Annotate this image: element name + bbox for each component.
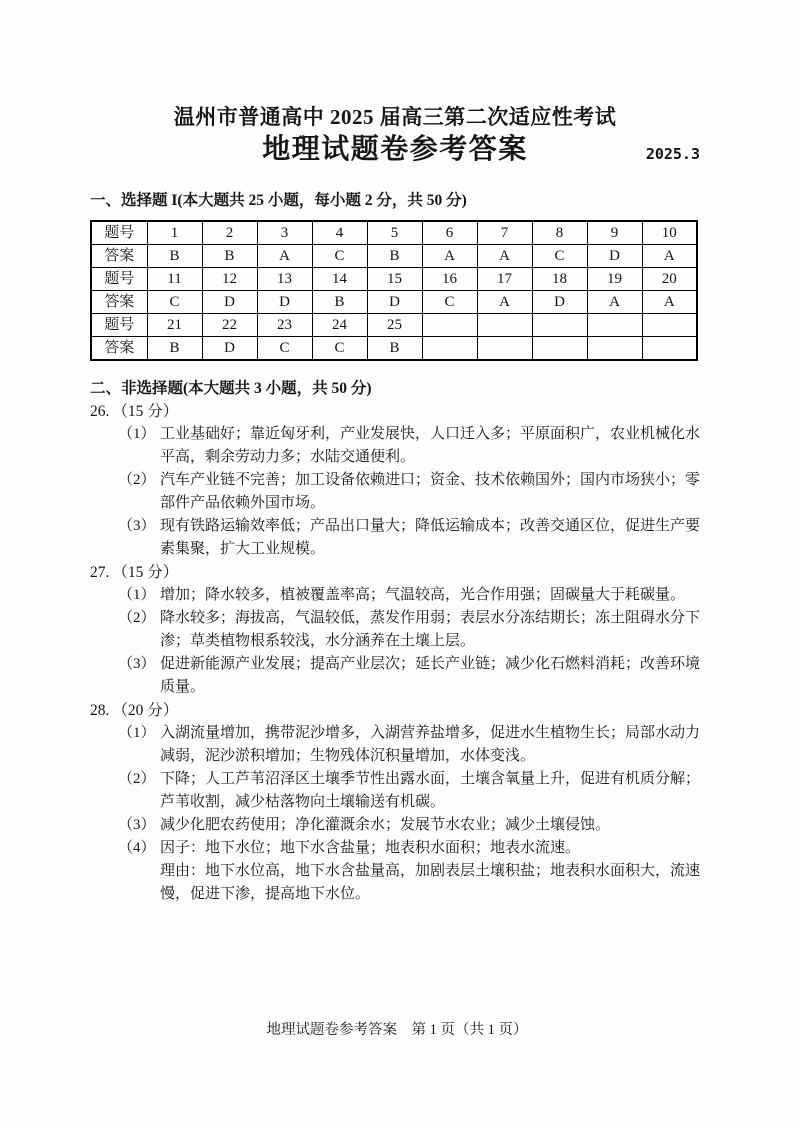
table-row: [91, 314, 697, 337]
row-label-cell: 答案: [91, 245, 147, 268]
question-number-cell: 2: [202, 221, 257, 245]
question-number-cell: 15: [367, 268, 422, 291]
answer-item: [90, 423, 700, 469]
question-number-cell: 20: [642, 268, 697, 291]
exam-date: 2025.3: [645, 145, 700, 163]
table-row: [91, 337, 697, 361]
question-number-cell: [422, 314, 477, 337]
answer-cell: D: [202, 337, 257, 361]
question-number: 27.: [90, 564, 110, 581]
answer-cell: [532, 337, 587, 361]
item-text: 入湖流量增加，携带泥沙增多，入湖营养盐增多，促进水生植物生长；局部水动力减弱，泥沙淤积增加；生物残体沉积量增加，水体变浅。: [160, 725, 701, 764]
item-label: （3）: [118, 518, 156, 534]
item-label: （1）: [118, 426, 156, 442]
item-label: （4）: [118, 840, 156, 856]
item-label: （2）: [118, 771, 156, 787]
answer-item: [90, 837, 700, 860]
question-heading: [90, 561, 700, 584]
answer-item: [90, 469, 700, 515]
question-heading: [90, 699, 700, 722]
item-text: 因子：地下水位；地下水含盐量；地表积水面积；地表水流速。: [160, 840, 581, 856]
item-text: 减少化肥农药使用；净化灌溉余水；发展节水农业；减少土壤侵蚀。: [160, 817, 611, 833]
answer-item: [90, 607, 700, 653]
item-label: （2）: [118, 610, 156, 626]
item-label: （2）: [118, 472, 156, 488]
question-block-27: [90, 561, 700, 699]
answer-cell: B: [367, 245, 422, 268]
item-label: （1）: [118, 587, 156, 603]
question-number: 28.: [90, 702, 110, 719]
answer-cell: A: [477, 245, 532, 268]
row-label-cell: 题号: [91, 314, 147, 337]
doc-header: [90, 0, 700, 166]
section1-heading: 一、选择题 I(本大题共 25 小题，每小题 2 分，共 50 分): [90, 192, 467, 209]
question-block-26: [90, 400, 700, 561]
question-number-cell: 16: [422, 268, 477, 291]
answer-item: [90, 653, 700, 699]
answer-cell: D: [532, 291, 587, 314]
answer-cell: C: [312, 337, 367, 361]
answer-cell: B: [367, 337, 422, 361]
row-label-cell: 题号: [91, 221, 147, 245]
reason-text: 理由：地下水位高，地下水含盐量高，加剧表层土壤积盐；地表积水面积大，流速慢，促进下渗，提高地下水位。: [160, 863, 701, 902]
question-number-cell: [532, 314, 587, 337]
answer-cell: C: [422, 291, 477, 314]
answer-cell: A: [477, 291, 532, 314]
question-number-cell: 23: [257, 314, 312, 337]
question-number-cell: [642, 314, 697, 337]
item-text: 促进新能源产业发展；提高产业层次；延长产业链；减少化石燃料消耗；改善环境质量。: [160, 656, 701, 695]
item-text: 下降；人工芦苇沼泽区土壤季节性出露水面，土壤含氧量上升，促进有机质分解；芦苇收割，减少枯落物向土壤输送有机碳。: [160, 771, 701, 810]
item-text: 汽车产业链不完善；加工设备依赖进口；资金、技术依赖国外；国内市场狭小；零部件产品依赖外国市场。: [160, 472, 701, 511]
answer-item: [90, 515, 700, 561]
question-number-cell: 3: [257, 221, 312, 245]
question-number-cell: 17: [477, 268, 532, 291]
question-score: （15 分）: [112, 564, 179, 581]
answer-cell: D: [587, 245, 642, 268]
answer-table: [90, 220, 698, 361]
item-label: （3）: [118, 817, 156, 833]
section2-heading: 二、非选择题(本大题共 3 小题，共 50 分): [90, 380, 372, 397]
answer-cell: B: [147, 337, 202, 361]
question-score: （15 分）: [112, 403, 179, 420]
answer-cell: C: [147, 291, 202, 314]
question-number-cell: 21: [147, 314, 202, 337]
question-number-cell: 7: [477, 221, 532, 245]
question-number-cell: 8: [532, 221, 587, 245]
exam-title: 温州市普通高中 2025 届高三第二次适应性考试: [173, 105, 617, 129]
answer-cell: D: [257, 291, 312, 314]
answer-cell: A: [257, 245, 312, 268]
answer-cell: [422, 337, 477, 361]
answer-cell: C: [312, 245, 367, 268]
row-label-cell: 答案: [91, 291, 147, 314]
page-content: [90, 0, 700, 906]
answer-cell: C: [257, 337, 312, 361]
answer-cell: D: [367, 291, 422, 314]
question-number-cell: [587, 314, 642, 337]
question-number-cell: 13: [257, 268, 312, 291]
question-number-cell: 18: [532, 268, 587, 291]
answer-cell: A: [642, 291, 697, 314]
table-row: [91, 291, 697, 314]
question-number-cell: [477, 314, 532, 337]
item-text: 增加；降水较多，植被覆盖率高；气温较高，光合作用强；固碳量大于耗碳量。: [160, 587, 686, 603]
doc-title-row: [90, 133, 700, 166]
table-row: [91, 245, 697, 268]
question-number-cell: 4: [312, 221, 367, 245]
answer-cell: D: [202, 291, 257, 314]
answer-item: [90, 722, 700, 768]
answer-cell: A: [642, 245, 697, 268]
item-text: 工业基础好；靠近匈牙利，产业发展快，人口迁入多；平原面积广，农业机械化水平高，剩余劳动力多；水陆交通便利。: [160, 426, 701, 465]
item-text: 降水较多；海拔高，气温较低，蒸发作用弱；表层水分冻结期长；冻土阻碍水分下渗；草类植物根系较浅，水分涵养在土壤上层。: [160, 610, 701, 649]
question-number-cell: 14: [312, 268, 367, 291]
answer-cell: B: [312, 291, 367, 314]
answer-cell: [587, 337, 642, 361]
reason-line: [90, 860, 700, 906]
question-heading: [90, 400, 700, 423]
doc-title: 地理试题卷参考答案: [262, 134, 528, 165]
item-label: （3）: [118, 656, 156, 672]
question-number-cell: 5: [367, 221, 422, 245]
question-number-cell: 12: [202, 268, 257, 291]
question-number-cell: 9: [587, 221, 642, 245]
answer-cell: B: [202, 245, 257, 268]
question-number-cell: 11: [147, 268, 202, 291]
item-text: 现有铁路运输效率低；产品出口量大；降低运输成本；改善交通区位，促进生产要素集聚，扩大工业规模。: [160, 518, 701, 557]
answer-cell: [477, 337, 532, 361]
answer-item: [90, 768, 700, 814]
answer-cell: [642, 337, 697, 361]
question-number: 26.: [90, 403, 110, 420]
question-block-28: [90, 699, 700, 906]
row-label-cell: 题号: [91, 268, 147, 291]
item-label: （1）: [118, 725, 156, 741]
question-number-cell: 24: [312, 314, 367, 337]
answer-cell: B: [147, 245, 202, 268]
table-row: [91, 221, 697, 245]
question-number-cell: 19: [587, 268, 642, 291]
question-number-cell: 25: [367, 314, 422, 337]
question-score: （20 分）: [112, 702, 179, 719]
question-number-cell: 1: [147, 221, 202, 245]
question-number-cell: 10: [642, 221, 697, 245]
answer-item: [90, 584, 700, 607]
answer-cell: A: [587, 291, 642, 314]
page-footer: 地理试题卷参考答案 第 1 页（共 1 页）: [266, 1022, 528, 1038]
answer-cell: A: [422, 245, 477, 268]
answer-cell: C: [532, 245, 587, 268]
question-number-cell: 22: [202, 314, 257, 337]
row-label-cell: 答案: [91, 337, 147, 361]
answer-item: [90, 814, 700, 837]
question-number-cell: 6: [422, 221, 477, 245]
table-row: [91, 268, 697, 291]
